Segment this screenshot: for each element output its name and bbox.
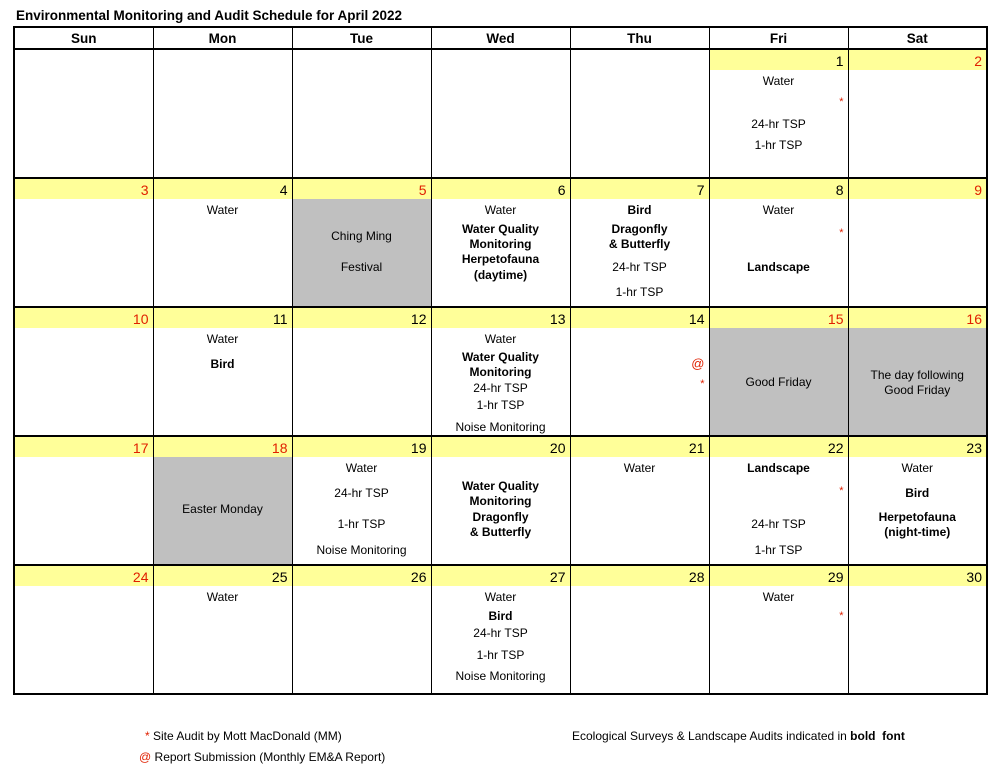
day-cell-26 xyxy=(292,565,431,694)
day-number: 15 xyxy=(710,308,848,328)
day-number: 5 xyxy=(293,179,431,199)
holiday-label: Easter Monday xyxy=(182,502,263,516)
activity-bird: Bird xyxy=(627,203,652,217)
day-cell-13 xyxy=(431,307,570,436)
activity-24hr-tsp: 24-hr TSP xyxy=(473,626,528,640)
activity-monitoring: Monitoring xyxy=(469,237,532,251)
week-row-3 xyxy=(14,307,987,436)
day-number: 26 xyxy=(293,566,431,586)
activity-noise-monitoring: Noise Monitoring xyxy=(455,420,546,434)
day-cell-14 xyxy=(570,307,709,436)
day-cell-8 xyxy=(709,178,848,307)
day-number: 30 xyxy=(849,566,987,586)
day-cell-15 xyxy=(709,307,848,436)
activity-24hr-tsp: 24-hr TSP xyxy=(751,517,806,531)
day-cell-3 xyxy=(14,178,153,307)
site-audit-mark: * xyxy=(839,227,844,239)
activity-24hr-tsp: 24-hr TSP xyxy=(612,260,667,274)
day-cell-21 xyxy=(570,436,709,565)
day-number: 22 xyxy=(710,437,848,457)
site-audit-text: Site Audit by Mott MacDonald (MM) xyxy=(153,729,342,743)
activity-1hr-tsp: 1-hr TSP xyxy=(615,285,664,299)
schedule-title: Environmental Monitoring and Audit Schedule for April 2022 xyxy=(16,8,403,23)
bold-font-word: bold font xyxy=(850,729,905,743)
activity-noise-monitoring: Noise Monitoring xyxy=(455,669,546,683)
day-cell-9 xyxy=(848,178,987,307)
site-audit-mark: * xyxy=(839,610,844,622)
site-audit-mark: * xyxy=(700,378,705,390)
day-number: 20 xyxy=(432,437,570,457)
day-number: 9 xyxy=(849,179,987,199)
day-cell-empty xyxy=(153,49,292,178)
day-number: 10 xyxy=(15,308,153,328)
activity-monitoring: Monitoring xyxy=(469,365,532,379)
week-row-4 xyxy=(14,436,987,565)
day-cell-empty xyxy=(431,49,570,178)
activity-water: Water xyxy=(623,461,656,475)
day-number: 8 xyxy=(710,179,848,199)
site-audit-mark: * xyxy=(839,96,844,108)
weekday-tue: Tue xyxy=(292,27,431,49)
day-cell-1 xyxy=(709,49,848,178)
day-number: 16 xyxy=(849,308,987,328)
day-number: 29 xyxy=(710,566,848,586)
day-cell-4 xyxy=(153,178,292,307)
day-cell-16 xyxy=(848,307,987,436)
activity-water-quality: Water Quality xyxy=(462,350,539,364)
holiday-label: Good Friday xyxy=(745,375,812,389)
activity-24hr-tsp: 24-hr TSP xyxy=(334,486,389,500)
day-number: 24 xyxy=(15,566,153,586)
activity-water-quality: Water Quality xyxy=(462,479,539,493)
day-cell-6 xyxy=(431,178,570,307)
activity-bird: Bird xyxy=(905,486,930,500)
day-cell-10 xyxy=(14,307,153,436)
weekday-sat: Sat xyxy=(848,27,987,49)
day-cell-19 xyxy=(292,436,431,565)
day-cell-28 xyxy=(570,565,709,694)
activity-landscape: Landscape xyxy=(747,461,810,475)
holiday-label: Ching Ming xyxy=(331,229,392,243)
activity-water-quality: Water Quality xyxy=(462,222,539,236)
day-cell-29 xyxy=(709,565,848,694)
day-cell-23 xyxy=(848,436,987,565)
holiday-block xyxy=(154,457,292,564)
activity-daytime: (daytime) xyxy=(473,268,528,282)
day-cell-30 xyxy=(848,565,987,694)
activity-butterfly: & Butterfly xyxy=(469,525,532,539)
activity-water: Water xyxy=(762,590,795,604)
day-number: 14 xyxy=(571,308,709,328)
day-cell-2 xyxy=(848,49,987,178)
day-number: 3 xyxy=(15,179,153,199)
activity-1hr-tsp: 1-hr TSP xyxy=(476,648,525,662)
report-text: Report Submission (Monthly EM&A Report) xyxy=(154,750,386,764)
day-cell-5 xyxy=(292,178,431,307)
activity-water: Water xyxy=(762,203,795,217)
activity-water: Water xyxy=(901,461,934,475)
day-number: 12 xyxy=(293,308,431,328)
day-number: 17 xyxy=(15,437,153,457)
activity-water: Water xyxy=(345,461,378,475)
weekday-mon: Mon xyxy=(153,27,292,49)
day-number: 13 xyxy=(432,308,570,328)
weekday-fri: Fri xyxy=(709,27,848,49)
activity-1hr-tsp: 1-hr TSP xyxy=(754,543,803,557)
activity-noise-monitoring: Noise Monitoring xyxy=(316,543,407,557)
week-row-2 xyxy=(14,178,987,307)
activity-dragonfly: Dragonfly xyxy=(472,510,529,524)
holiday-block xyxy=(293,199,431,306)
activity-herpetofauna: Herpetofauna xyxy=(878,510,956,524)
day-cell-18 xyxy=(153,436,292,565)
day-cell-24 xyxy=(14,565,153,694)
report-symbol: @ xyxy=(139,750,152,764)
day-number: 2 xyxy=(849,50,987,70)
day-cell-empty xyxy=(292,49,431,178)
activity-1hr-tsp: 1-hr TSP xyxy=(476,398,525,412)
day-number: 7 xyxy=(571,179,709,199)
day-number: 23 xyxy=(849,437,987,457)
calendar-table xyxy=(13,26,988,695)
activity-dragonfly: Dragonfly xyxy=(611,222,668,236)
activity-24hr-tsp: 24-hr TSP xyxy=(473,381,528,395)
day-cell-empty xyxy=(14,49,153,178)
day-number: 28 xyxy=(571,566,709,586)
activity-nighttime: (night-time) xyxy=(884,525,951,539)
day-number: 27 xyxy=(432,566,570,586)
activity-1hr-tsp: 1-hr TSP xyxy=(337,517,386,531)
activity-landscape: Landscape xyxy=(747,260,810,274)
day-cell-22 xyxy=(709,436,848,565)
activity-water: Water xyxy=(206,203,239,217)
day-number: 4 xyxy=(154,179,292,199)
day-number: 6 xyxy=(432,179,570,199)
activity-water: Water xyxy=(484,203,517,217)
legend-report xyxy=(139,750,385,764)
day-cell-12 xyxy=(292,307,431,436)
bold-note-text: Ecological Surveys & Landscape Audits indicated in xyxy=(572,729,851,743)
day-cell-20 xyxy=(431,436,570,565)
activity-water: Water xyxy=(762,74,795,88)
activity-herpetofauna: Herpetofauna xyxy=(461,252,540,266)
activity-water: Water xyxy=(484,590,517,604)
day-cell-11 xyxy=(153,307,292,436)
weekday-header-row xyxy=(14,27,987,49)
activity-monitoring: Monitoring xyxy=(469,494,532,508)
activity-1hr-tsp: 1-hr TSP xyxy=(754,138,803,152)
holiday-label: Good Friday xyxy=(884,383,951,397)
legend-bold-note xyxy=(572,729,905,743)
day-number: 1 xyxy=(710,50,848,70)
activity-bird: Bird xyxy=(210,357,235,371)
holiday-label: Festival xyxy=(340,260,383,274)
report-submission-mark: @ xyxy=(691,356,705,371)
site-audit-symbol: * xyxy=(145,729,150,743)
day-number: 21 xyxy=(571,437,709,457)
activity-water: Water xyxy=(206,332,239,346)
holiday-block xyxy=(849,328,987,435)
weekday-sun: Sun xyxy=(14,27,153,49)
day-cell-empty xyxy=(570,49,709,178)
day-cell-17 xyxy=(14,436,153,565)
day-cell-25 xyxy=(153,565,292,694)
day-cell-27 xyxy=(431,565,570,694)
weekday-wed: Wed xyxy=(431,27,570,49)
activity-water: Water xyxy=(206,590,239,604)
day-number: 11 xyxy=(154,308,292,328)
day-number: 19 xyxy=(293,437,431,457)
week-row-5 xyxy=(14,565,987,694)
holiday-label: The day following xyxy=(870,368,964,382)
day-number: 18 xyxy=(154,437,292,457)
site-audit-mark: * xyxy=(839,485,844,497)
activity-butterfly: & Butterfly xyxy=(608,237,671,251)
day-number: 25 xyxy=(154,566,292,586)
legend-site-audit xyxy=(145,729,342,743)
activity-24hr-tsp: 24-hr TSP xyxy=(751,117,806,131)
weekday-thu: Thu xyxy=(570,27,709,49)
activity-water: Water xyxy=(484,332,517,346)
day-cell-7 xyxy=(570,178,709,307)
week-row-1 xyxy=(14,49,987,178)
activity-bird: Bird xyxy=(488,609,513,623)
holiday-block xyxy=(710,328,848,435)
